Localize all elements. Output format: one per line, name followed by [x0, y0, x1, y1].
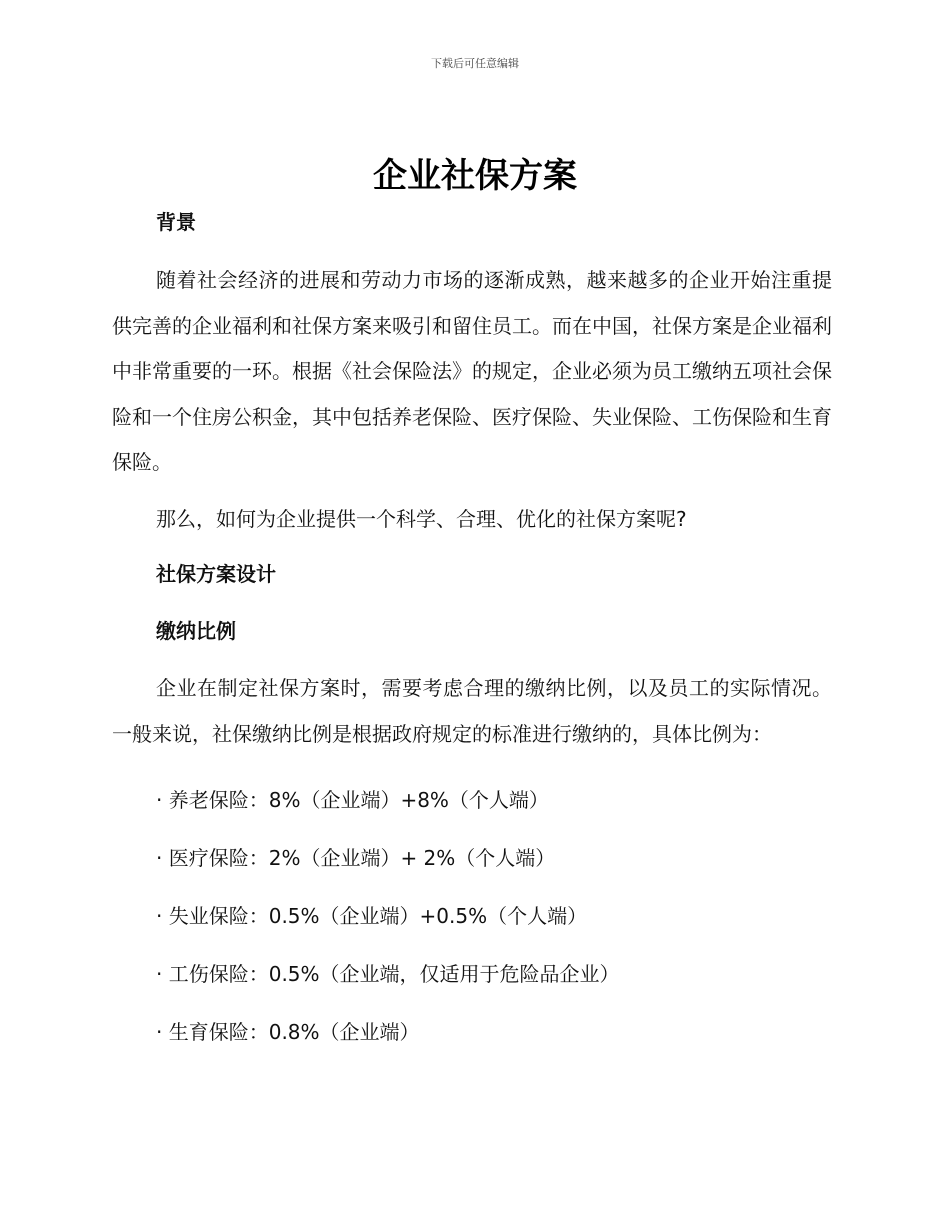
paragraph-background-1: 随着社会经济的进展和劳动力市场的逐渐成熟，越来越多的企业开始注重提供完善的企业福利和社保方案来吸引和留住员工。而在中国，社保方案是企业福利中非常重要的一环。根据《社会保险法》的规定，企业必须为员工缴纳五项社会保险和一个住房公积金，其中包括养老保险、医疗保险、失业保险、工伤保险和生育保险。 — [112, 268, 832, 474]
list-item: · 工伤保险：0.5%（企业端，仅适用于危险品企业） — [156, 962, 620, 986]
section-heading-background: 背景 — [156, 210, 196, 234]
paragraph-ratio: 企业在制定社保方案时，需要考虑合理的缴纳比例，以及员工的实际情况。一般来说，社保缴纳比例是根据政府规定的标准进行缴纳的，具体比例为： — [112, 676, 832, 746]
section-heading-ratio: 缴纳比例 — [156, 619, 236, 643]
document-body — [112, 200, 832, 1061]
section-heading-design: 社保方案设计 — [156, 562, 276, 586]
ratio-list — [112, 771, 832, 1061]
list-item: · 生育保险：0.8%（企业端） — [156, 1020, 420, 1044]
list-item: · 养老保险：8%（企业端）+8%（个人端） — [156, 788, 549, 812]
list-item: · 医疗保险：2%（企业端）+ 2%（个人端） — [156, 846, 556, 870]
header-note: 下载后可任意编辑 — [431, 57, 519, 70]
page-title: 企业社保方案 — [373, 156, 577, 196]
list-item: · 失业保险：0.5%（企业端）+0.5%（个人端） — [156, 904, 588, 928]
paragraph-background-2: 那么，如何为企业提供一个科学、合理、优化的社保方案呢? — [156, 506, 687, 531]
